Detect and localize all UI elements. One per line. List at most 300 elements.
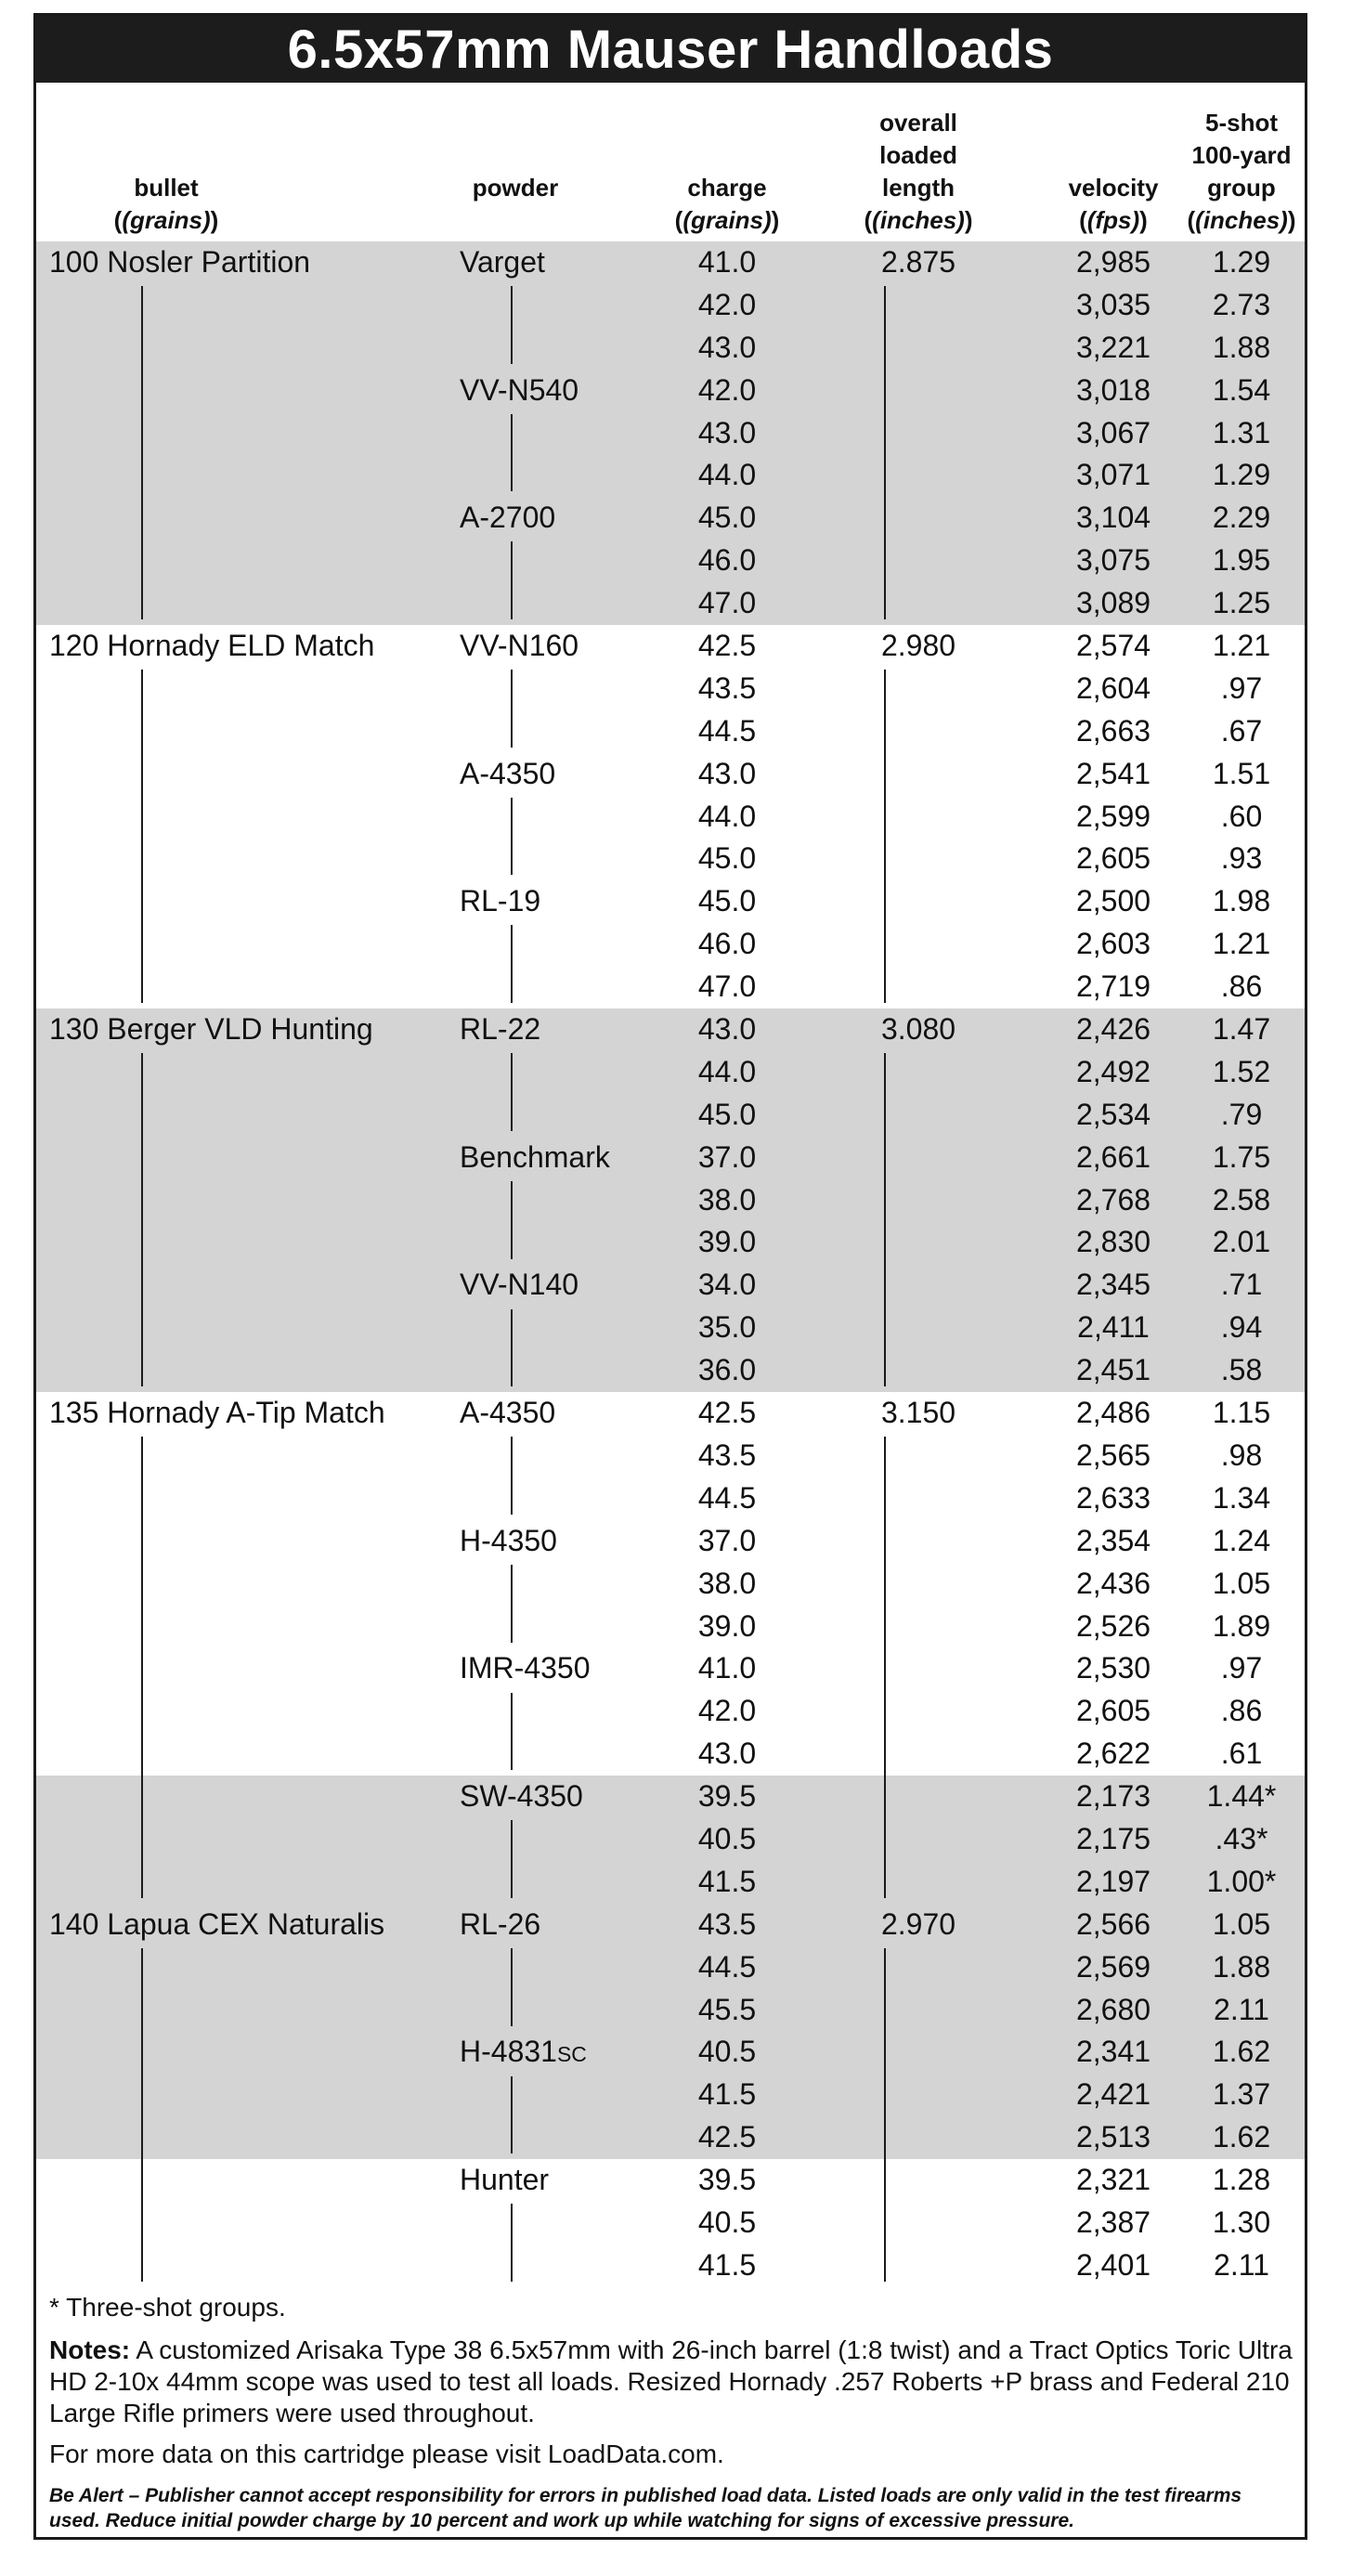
cell-group	[1176, 923, 1306, 966]
table-row	[36, 1392, 1305, 1435]
cell-oal	[844, 327, 993, 370]
cell-velocity-text: 2,622	[1075, 1737, 1151, 1771]
cell-oal	[844, 966, 993, 1008]
cell-charge-text: 44.0	[697, 458, 757, 492]
header-bullet-line1: bullet	[134, 174, 199, 202]
cell-oal	[844, 2031, 993, 2074]
cell-charge	[653, 1946, 801, 1989]
cell-charge-text: 41.5	[697, 2077, 757, 2112]
cell-oal	[844, 1818, 993, 1861]
table-row	[36, 1946, 1305, 1989]
cell-charge-text: 46.0	[697, 543, 757, 578]
cell-bullet	[49, 1008, 373, 1051]
table-row	[36, 497, 1305, 540]
cell-velocity-text: 2,175	[1075, 1821, 1151, 1855]
table-row	[36, 1221, 1305, 1264]
cell-charge-text: 34.0	[697, 1268, 757, 1302]
cell-velocity-text: 2,661	[1075, 1139, 1151, 1174]
cell-group	[1176, 454, 1306, 497]
cell-velocity-text: 2,574	[1075, 629, 1151, 663]
cell-oal	[844, 710, 993, 753]
cell-charge-text: 43.0	[697, 415, 757, 449]
cell-group-text: 2.11	[1214, 1992, 1269, 2026]
cell-group	[1176, 582, 1306, 625]
cell-group	[1176, 2116, 1306, 2159]
cell-group	[1176, 625, 1306, 668]
header-velocity-unit: (fps)	[1086, 206, 1140, 234]
cell-oal	[844, 1520, 993, 1563]
cell-oal	[844, 1477, 993, 1520]
cell-group	[1176, 540, 1306, 582]
cell-group-text: .79	[1220, 1097, 1263, 1131]
cell-group-text: .97	[1220, 1651, 1263, 1685]
cell-velocity-text: 2,451	[1075, 1353, 1151, 1387]
cell-charge	[653, 284, 801, 327]
oal-continuation-line	[884, 670, 886, 1003]
cell-charge-text: 42.5	[697, 629, 757, 663]
cell-group	[1176, 1563, 1306, 1606]
cell-velocity-text: 2,354	[1075, 1523, 1151, 1557]
cell-charge	[653, 412, 801, 455]
cell-oal	[844, 2074, 993, 2116]
cell-powder	[460, 880, 540, 923]
powder-continuation-line	[511, 286, 513, 364]
table-row	[36, 1563, 1305, 1606]
cell-oal	[844, 582, 993, 625]
cell-oal	[844, 2116, 993, 2159]
cell-velocity-text: 3,075	[1075, 543, 1151, 578]
bullet-continuation-line	[141, 1437, 143, 1898]
cell-group	[1176, 1179, 1306, 1222]
cell-group	[1176, 2159, 1306, 2202]
header-bullet-line2: ((grains))	[113, 206, 219, 234]
cell-charge-text: 44.0	[697, 1054, 757, 1088]
cell-oal	[844, 796, 993, 839]
cell-velocity-text: 2,500	[1075, 884, 1151, 918]
cell-charge-text: 41.5	[697, 2247, 757, 2282]
cell-group-text: 1.62	[1212, 2120, 1271, 2154]
cell-powder-text: A-4350	[460, 1396, 556, 1430]
cell-charge	[653, 923, 801, 966]
bullet-continuation-line	[141, 1053, 143, 1386]
cell-charge-text: 41.0	[697, 1651, 757, 1685]
cell-charge	[653, 1818, 801, 1861]
cell-velocity-text: 2,341	[1075, 2035, 1151, 2069]
cell-velocity-text: 2,486	[1075, 1396, 1151, 1430]
cell-charge-text: 43.0	[697, 330, 757, 364]
cell-charge-text: 47.0	[697, 586, 757, 620]
cell-group	[1176, 1946, 1306, 1989]
cell-velocity-text: 2,401	[1075, 2247, 1151, 2282]
cell-group-text: 1.95	[1212, 543, 1271, 578]
cell-oal-text: 2.875	[880, 245, 956, 279]
cell-velocity-text: 3,035	[1075, 287, 1151, 321]
cell-group	[1176, 1904, 1306, 1946]
cell-velocity-text: 3,221	[1075, 330, 1151, 364]
cell-velocity-text: 2,173	[1075, 1779, 1151, 1814]
cell-group	[1176, 2074, 1306, 2116]
cell-charge	[653, 1904, 801, 1946]
cell-group	[1176, 370, 1306, 412]
cell-oal	[844, 1094, 993, 1137]
header-bullet-unit: (grains)	[122, 206, 211, 234]
cell-group-text: 1.21	[1212, 629, 1271, 663]
cell-group-text: 1.37	[1212, 2077, 1271, 2112]
cell-group	[1176, 1647, 1306, 1690]
cell-powder	[460, 2031, 587, 2074]
cell-charge	[653, 1477, 801, 1520]
cell-charge	[653, 1733, 801, 1776]
cell-charge-text: 43.0	[697, 756, 757, 790]
cell-powder-suffix: SC	[556, 2042, 587, 2067]
cell-charge-text: 41.5	[697, 1864, 757, 1898]
cell-velocity-text: 2,436	[1075, 1566, 1151, 1600]
powder-continuation-line	[511, 1181, 513, 1259]
header-group-line4: ((inches))	[1187, 206, 1296, 234]
table-row	[36, 1477, 1305, 1520]
cell-oal	[844, 2244, 993, 2287]
table-row	[36, 796, 1305, 839]
cell-powder	[460, 1647, 591, 1690]
cell-group-text: 1.75	[1212, 1139, 1271, 1174]
cell-oal	[844, 1392, 993, 1435]
cell-oal	[844, 1776, 993, 1818]
table-row	[36, 2244, 1305, 2287]
cell-powder	[460, 1904, 540, 1946]
cell-group-text: .94	[1220, 1310, 1263, 1345]
cell-charge	[653, 2116, 801, 2159]
cell-group	[1176, 796, 1306, 839]
cell-oal	[844, 497, 993, 540]
cell-group	[1176, 2244, 1306, 2287]
cell-group	[1176, 1307, 1306, 1349]
table-row	[36, 1307, 1305, 1349]
cell-group-text: 2.29	[1212, 501, 1271, 535]
cell-velocity-text: 3,071	[1075, 458, 1151, 492]
cell-oal	[844, 454, 993, 497]
cell-velocity-text: 2,566	[1075, 1906, 1151, 1941]
cell-bullet	[49, 1392, 385, 1435]
table-row	[36, 2116, 1305, 2159]
table-row	[36, 1606, 1305, 1648]
cell-charge	[653, 1051, 801, 1094]
cell-charge	[653, 2074, 801, 2116]
cell-oal	[844, 1733, 993, 1776]
powder-continuation-line	[511, 414, 513, 492]
cell-group	[1176, 1733, 1306, 1776]
cell-oal	[844, 241, 993, 284]
cell-group-text: 1.29	[1212, 245, 1271, 279]
cell-charge	[653, 1989, 801, 2032]
cell-charge	[653, 582, 801, 625]
cell-group-text: 1.47	[1212, 1012, 1271, 1047]
powder-continuation-line	[511, 1053, 513, 1131]
cell-charge	[653, 1861, 801, 1904]
oal-continuation-line	[884, 286, 886, 619]
header-group-unit: (inches)	[1195, 206, 1288, 234]
cell-powder-text: H-4350	[460, 1523, 557, 1557]
cell-velocity-text: 2,387	[1075, 2205, 1151, 2239]
table-row	[36, 668, 1305, 710]
cell-group	[1176, 2031, 1306, 2074]
powder-continuation-line	[511, 541, 513, 619]
cell-group	[1176, 880, 1306, 923]
powder-continuation-line	[511, 2204, 513, 2282]
cell-velocity-text: 2,492	[1075, 1054, 1151, 1088]
cell-group	[1176, 753, 1306, 796]
cell-charge-text: 38.0	[697, 1182, 757, 1216]
cell-group	[1176, 1861, 1306, 1904]
oal-continuation-line	[884, 1437, 886, 1898]
powder-continuation-line	[511, 1948, 513, 2026]
cell-charge-text: 41.0	[697, 245, 757, 279]
cell-group-text: .97	[1220, 670, 1263, 705]
cell-oal	[844, 1690, 993, 1733]
cell-powder-text: SW-4350	[460, 1779, 583, 1814]
cell-charge	[653, 1137, 801, 1179]
cell-group	[1176, 1989, 1306, 2032]
table-row	[36, 370, 1305, 412]
cell-group-text: .60	[1220, 799, 1263, 833]
table-row	[36, 923, 1305, 966]
cell-powder	[460, 2159, 549, 2202]
cell-oal-text: 3.080	[880, 1012, 956, 1047]
table-row	[36, 966, 1305, 1008]
cell-velocity-text: 2,569	[1075, 1949, 1151, 1984]
cell-oal	[844, 2159, 993, 2202]
cell-charge	[653, 2031, 801, 2074]
header-group-line1: 5-shot	[1205, 109, 1278, 137]
cell-velocity-text: 2,426	[1075, 1012, 1151, 1047]
cell-charge	[653, 1221, 801, 1264]
table-row	[36, 284, 1305, 327]
cell-powder	[460, 1264, 578, 1307]
cell-oal	[844, 1179, 993, 1222]
header-powder-line1: powder	[472, 174, 559, 202]
cell-powder	[460, 370, 578, 412]
cell-velocity-text: 2,411	[1077, 1310, 1150, 1345]
cell-charge-text: 39.0	[697, 1225, 757, 1259]
header-group-line2: 100-yard	[1191, 141, 1292, 169]
cell-oal	[844, 1606, 993, 1648]
cell-charge-text: 35.0	[697, 1310, 757, 1345]
cell-velocity-text: 2,321	[1075, 2163, 1151, 2197]
powder-continuation-line	[511, 1309, 513, 1387]
cell-velocity-text: 2,768	[1075, 1182, 1151, 1216]
cell-group-text: 1.25	[1212, 586, 1271, 620]
cell-powder	[460, 1392, 555, 1435]
cell-oal	[844, 1861, 993, 1904]
cell-group	[1176, 668, 1306, 710]
cell-group-text: .86	[1220, 1694, 1263, 1728]
powder-continuation-line	[511, 1565, 513, 1643]
cell-charge-text: 45.0	[697, 501, 757, 535]
cell-group	[1176, 710, 1306, 753]
cell-velocity-text: 3,018	[1075, 372, 1151, 407]
cell-group-text: 1.98	[1212, 884, 1271, 918]
cell-group-text: .61	[1220, 1737, 1263, 1771]
cell-group-text: 2.73	[1212, 287, 1271, 321]
header-velocity-line2: ((fps))	[1079, 206, 1148, 234]
cell-charge	[653, 796, 801, 839]
cell-powder	[460, 625, 578, 668]
cell-oal	[844, 1946, 993, 1989]
header-group-line3: group	[1207, 174, 1276, 202]
oal-continuation-line	[884, 1053, 886, 1386]
cell-bullet-text: 140 Lapua CEX Naturalis	[49, 1906, 385, 1941]
cell-charge-text: 45.0	[697, 841, 757, 876]
table-row	[36, 1349, 1305, 1392]
cell-charge-text: 43.0	[697, 1012, 757, 1047]
table-row	[36, 1776, 1305, 1818]
cell-velocity-text: 2,541	[1075, 756, 1151, 790]
powder-continuation-line	[511, 1820, 513, 1898]
cell-charge	[653, 1094, 801, 1137]
table-row	[36, 1904, 1305, 1946]
cell-charge-text: 43.0	[697, 1737, 757, 1771]
cell-oal	[844, 838, 993, 880]
cell-charge-text: 37.0	[697, 1139, 757, 1174]
cell-oal	[844, 2202, 993, 2244]
cell-charge-text: 45.5	[697, 1992, 757, 2026]
powder-continuation-line	[511, 1437, 513, 1515]
cell-powder-text: H-4831	[460, 2035, 557, 2069]
cell-velocity-text: 2,565	[1075, 1438, 1151, 1472]
table-row	[36, 1690, 1305, 1733]
header-oal-line2: loaded	[879, 141, 957, 169]
cell-charge-text: 44.0	[697, 799, 757, 833]
cell-group	[1176, 241, 1306, 284]
header-oal	[844, 99, 993, 237]
cell-powder-text: RL-22	[460, 1012, 541, 1047]
cell-charge-text: 44.5	[697, 713, 757, 748]
cell-group-text: 1.28	[1212, 2163, 1271, 2197]
cell-charge-text: 39.5	[697, 2163, 757, 2197]
cell-group	[1176, 1435, 1306, 1477]
cell-velocity-text: 2,599	[1075, 799, 1151, 833]
cell-powder-text: Varget	[460, 245, 545, 279]
cell-charge	[653, 2202, 801, 2244]
header-group	[1176, 99, 1306, 237]
cell-group-text: 1.21	[1212, 927, 1271, 961]
footnote-be-alert: Be Alert – Publisher cannot accept responsibility for errors in published load data. Listed loads are only valid in the test firearms used. Reduce initial powder charge by 10 percent and work up while watching for signs of excessive pressure.	[49, 2485, 1242, 2531]
powder-continuation-line	[511, 798, 513, 876]
cell-group-text: .93	[1220, 841, 1263, 876]
cell-powder-text: VV-N140	[460, 1268, 579, 1302]
cell-oal	[844, 625, 993, 668]
table-row	[36, 753, 1305, 796]
cell-powder	[460, 753, 555, 796]
cell-bullet-text: 100 Nosler Partition	[49, 245, 311, 279]
cell-charge	[653, 1435, 801, 1477]
cell-charge	[653, 540, 801, 582]
header-powder	[460, 99, 571, 237]
cell-charge-text: 43.5	[697, 1438, 757, 1472]
cell-group-text: 1.29	[1212, 458, 1271, 492]
cell-charge	[653, 1563, 801, 1606]
table-row	[36, 1818, 1305, 1861]
cell-charge	[653, 1690, 801, 1733]
cell-group-text: 1.30	[1212, 2205, 1271, 2239]
cell-group-text: 2.58	[1212, 1182, 1271, 1216]
cell-group-text: .58	[1220, 1353, 1263, 1387]
cell-powder-text: Benchmark	[460, 1139, 610, 1174]
cell-velocity-text: 3,104	[1075, 501, 1151, 535]
cell-charge-text: 42.0	[697, 1694, 757, 1728]
cell-velocity-text: 2,421	[1075, 2077, 1151, 2112]
cell-group-text: 1.24	[1212, 1523, 1271, 1557]
cell-powder-text: IMR-4350	[460, 1651, 591, 1685]
cell-charge	[653, 710, 801, 753]
cell-charge-text: 40.5	[697, 2035, 757, 2069]
cell-group-text: 1.88	[1212, 330, 1271, 364]
cell-group	[1176, 412, 1306, 455]
header-charge	[653, 99, 801, 237]
table-title: 6.5x57mm Mauser Handloads	[36, 16, 1305, 83]
table-row	[36, 1051, 1305, 1094]
cell-charge	[653, 668, 801, 710]
cell-charge-text: 47.0	[697, 969, 757, 1004]
cell-powder-text: A-4350	[460, 756, 556, 790]
cell-powder	[460, 1137, 610, 1179]
powder-continuation-line	[511, 2076, 513, 2154]
notes-label: Notes:	[49, 2335, 131, 2364]
footnote-more-data: For more data on this cartridge please visit LoadData.com.	[49, 2439, 724, 2468]
cell-velocity-text: 2,534	[1075, 1097, 1151, 1131]
cell-charge	[653, 1520, 801, 1563]
cell-group-text: .71	[1220, 1268, 1263, 1302]
cell-charge-text: 43.5	[697, 1906, 757, 1941]
table-row	[36, 2074, 1305, 2116]
cell-charge	[653, 753, 801, 796]
cell-velocity-text: 2,985	[1075, 245, 1151, 279]
cell-bullet	[49, 1904, 384, 1946]
cell-bullet	[49, 241, 310, 284]
cell-oal-text: 2.980	[880, 629, 956, 663]
cell-bullet-text: 120 Hornady ELD Match	[49, 629, 375, 663]
cell-velocity-text: 2,633	[1075, 1480, 1151, 1515]
header-bullet	[73, 99, 259, 237]
cell-oal	[844, 753, 993, 796]
cell-oal	[844, 412, 993, 455]
table-row	[36, 582, 1305, 625]
header-charge-line1: charge	[687, 174, 767, 202]
cell-charge-text: 42.5	[697, 1396, 757, 1430]
cell-group-text: 1.88	[1212, 1949, 1271, 1984]
powder-continuation-line	[511, 925, 513, 1003]
cell-powder-text: Hunter	[460, 2163, 550, 2197]
cell-oal	[844, 1264, 993, 1307]
cell-group-text: .98	[1220, 1438, 1263, 1472]
header-velocity-line1: velocity	[1068, 174, 1159, 202]
cell-charge	[653, 454, 801, 497]
cell-group-text: 1.62	[1212, 2035, 1271, 2069]
cell-charge-text: 40.5	[697, 2205, 757, 2239]
table-row	[36, 327, 1305, 370]
cell-charge-text: 37.0	[697, 1523, 757, 1557]
table-row	[36, 838, 1305, 880]
header-oal-line1: overall	[879, 109, 957, 137]
cell-charge-text: 42.0	[697, 372, 757, 407]
table-row	[36, 1733, 1305, 1776]
cell-group	[1176, 1690, 1306, 1733]
cell-charge	[653, 2159, 801, 2202]
notes-text: A customized Arisaka Type 38 6.5x57mm with 26-inch barrel (1:8 twist) and a Tract Optics Toric Ultra HD 2-10x 44mm scope was used to test all loads. Resized Hornady .257 Roberts +P brass and Federal 210 Large Rifle primers were used throughout.	[49, 2335, 1293, 2427]
cell-powder-text: VV-N160	[460, 629, 579, 663]
cell-velocity-text: 2,526	[1075, 1608, 1151, 1643]
table-row	[36, 625, 1305, 668]
cell-charge-text: 44.5	[697, 1949, 757, 1984]
